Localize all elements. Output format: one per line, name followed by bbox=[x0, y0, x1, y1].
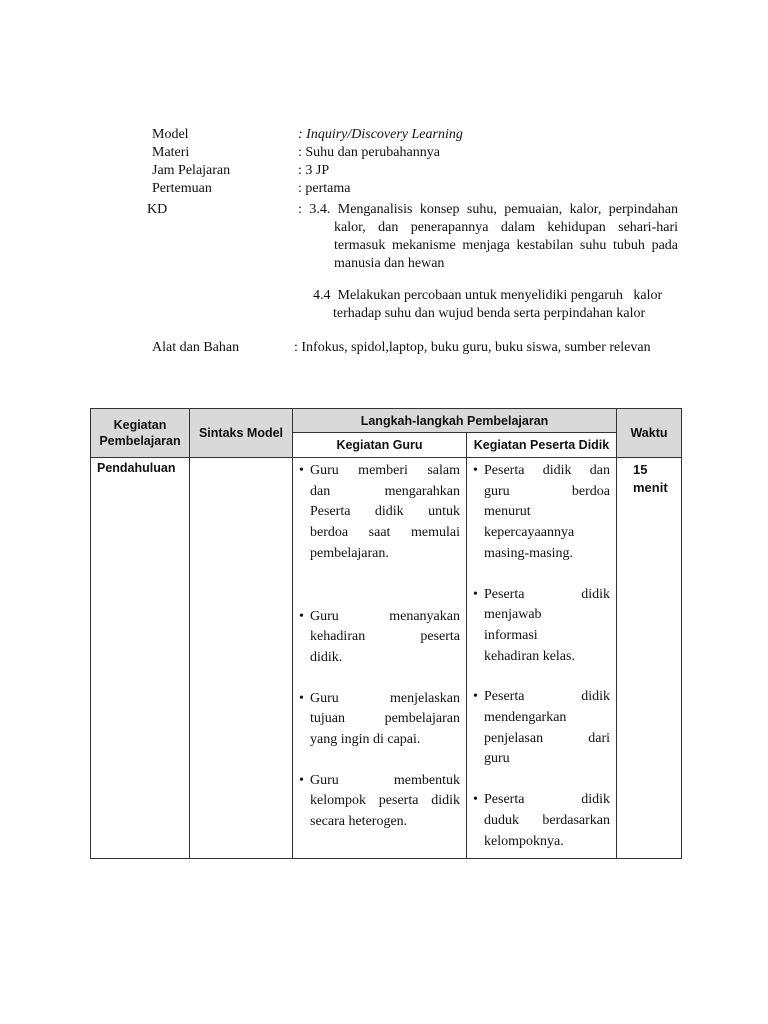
list-line: dan mengarahkan bbox=[310, 483, 460, 499]
list-line: kepercayaannya bbox=[484, 525, 575, 541]
list-line: Peserta didik bbox=[484, 586, 610, 602]
kd-line: terhadap suhu dan wujud benda serta perpindahan kalor bbox=[333, 306, 646, 321]
phase-cell: Pendahuluan bbox=[91, 458, 190, 859]
list-line: Guru menjelaskan bbox=[310, 690, 460, 706]
list-line: pembelajaran. bbox=[310, 545, 389, 561]
guru-activities-cell bbox=[293, 458, 467, 859]
list-line: tujuan pembelajaran bbox=[310, 711, 460, 727]
waktu-unit: menit bbox=[633, 480, 668, 495]
bullet-icon: • bbox=[299, 772, 304, 788]
bullet-icon: • bbox=[473, 463, 478, 478]
kd-4-4-text bbox=[313, 287, 681, 323]
kd-line: termasuk mekanisme menjaga kestabilan suhu tubuh pada bbox=[334, 238, 678, 253]
kd-line: : 3.4. Menganalisis konsep suhu, pemuaian, kalor, perpindahan bbox=[298, 202, 678, 217]
bullet-icon: • bbox=[473, 586, 478, 602]
list-line: Peserta didik dan bbox=[484, 463, 610, 478]
model-value: : Inquiry/Discovery Learning bbox=[298, 127, 463, 142]
list-item bbox=[473, 461, 610, 565]
table-header-row bbox=[91, 409, 682, 433]
list-item bbox=[299, 771, 460, 833]
jam-value: : 3 JP bbox=[298, 163, 330, 178]
list-line: Peserta didik bbox=[484, 689, 610, 705]
waktu-cell bbox=[617, 458, 682, 859]
list-line: kelompok peserta didik bbox=[310, 793, 460, 809]
list-line: menjawab bbox=[484, 607, 542, 623]
bullet-icon: • bbox=[299, 690, 304, 706]
list-line: duduk berdasarkan bbox=[484, 812, 610, 828]
kd-label: KD bbox=[147, 202, 168, 217]
list-line: guru berdoa bbox=[484, 483, 610, 499]
list-line: penjelasan dari bbox=[484, 730, 610, 746]
list-line: kelompoknya. bbox=[484, 833, 564, 849]
pertemuan-value: : pertama bbox=[298, 181, 351, 196]
jam-label: Jam Pelajaran bbox=[152, 163, 231, 178]
list-item bbox=[299, 607, 460, 669]
list-item bbox=[473, 790, 610, 852]
bullet-icon: • bbox=[299, 463, 304, 478]
bullet-icon: • bbox=[473, 689, 478, 705]
header-sintaks-model: Sintaks Model bbox=[190, 409, 293, 458]
bullet-icon: • bbox=[299, 608, 304, 624]
list-line: Peserta didik bbox=[484, 792, 610, 808]
kd-line: 4.4 Melakukan percobaan untuk menyelidiki pengaruh kalor bbox=[313, 288, 663, 303]
peserta-activities-cell bbox=[467, 458, 617, 859]
model-label: Model bbox=[152, 127, 189, 142]
bullet-icon: • bbox=[473, 792, 478, 808]
list-line: mendengarkan bbox=[484, 710, 567, 726]
header-langkah-langkah: Langkah-langkah Pembelajaran bbox=[293, 409, 617, 433]
alat-value: : Infokus, spidol,laptop, buku guru, buku siswa, sumber relevan bbox=[294, 340, 651, 355]
list-line: guru bbox=[484, 751, 510, 767]
alat-label: Alat dan Bahan bbox=[152, 340, 240, 355]
list-line: berdoa saat memulai bbox=[310, 525, 460, 541]
header-waktu: Waktu bbox=[617, 409, 682, 458]
kd-line: manusia dan hewan bbox=[334, 256, 445, 271]
list-item bbox=[473, 687, 610, 770]
list-line: Guru membentuk bbox=[310, 772, 460, 788]
list-line: Peserta didik untuk bbox=[310, 504, 460, 520]
list-item bbox=[299, 689, 460, 751]
list-line: informasi bbox=[484, 627, 538, 643]
header-kegiatan-pembelajaran: Kegiatan Pembelajaran bbox=[91, 409, 190, 458]
list-line: secara heterogen. bbox=[310, 814, 408, 830]
materi-label: Materi bbox=[152, 145, 190, 160]
table-row bbox=[91, 458, 682, 859]
list-item bbox=[299, 461, 460, 565]
list-line: kehadiran kelas. bbox=[484, 648, 575, 664]
list-line: didik. bbox=[310, 649, 343, 665]
kd-line: kalor, dan penerapannya dalam kehidupan sehari-hari bbox=[334, 220, 678, 235]
materi-value: : Suhu dan perubahannya bbox=[298, 145, 440, 160]
kd-3-4-text bbox=[298, 201, 678, 273]
sintaks-cell bbox=[190, 458, 293, 859]
list-line: Guru memberi salam bbox=[310, 463, 460, 478]
list-line: yang ingin di capai. bbox=[310, 732, 421, 748]
waktu-number: 15 bbox=[633, 462, 648, 477]
header-kegiatan-guru: Kegiatan Guru bbox=[293, 433, 467, 458]
list-line: Guru menanyakan bbox=[310, 608, 460, 624]
list-item bbox=[473, 585, 610, 668]
pertemuan-label: Pertemuan bbox=[152, 181, 212, 196]
list-line: masing-masing. bbox=[484, 545, 574, 561]
list-line: kehadiran peserta bbox=[310, 629, 460, 645]
list-line: menurut bbox=[484, 504, 531, 520]
learning-steps-table bbox=[90, 408, 682, 859]
header-kegiatan-peserta: Kegiatan Peserta Didik bbox=[467, 433, 617, 458]
